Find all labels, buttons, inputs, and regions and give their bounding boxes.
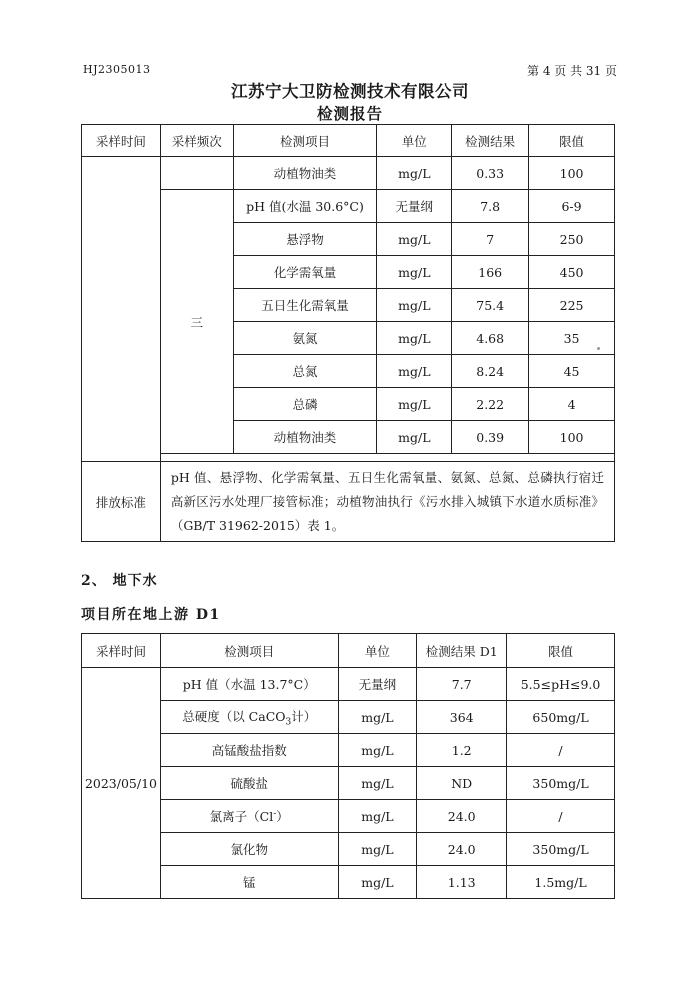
item-cell: pH 值（水温 13.7°C） [160, 668, 338, 701]
item-cell [160, 800, 338, 833]
result-cell: 7.8 [452, 190, 529, 223]
header-test-item: 检测项目 [233, 125, 377, 157]
table-header-row [82, 125, 615, 157]
table-row [82, 157, 615, 190]
sampling-time-cell [82, 157, 161, 462]
item-cell: 总磷 [233, 388, 377, 421]
unit-cell: mg/L [377, 388, 452, 421]
document-number: HJ2305013 [83, 63, 151, 76]
table-header-row [82, 634, 615, 668]
table-row [82, 701, 615, 734]
table-row [82, 190, 615, 223]
result-cell: 1.13 [417, 866, 507, 899]
unit-cell: mg/L [377, 421, 452, 454]
spacer-cell [160, 454, 614, 462]
unit-cell: mg/L [377, 157, 452, 190]
unit-cell: mg/L [377, 256, 452, 289]
unit-cell: mg/L [377, 223, 452, 256]
report-title: 检测报告 [316, 104, 383, 123]
limit-cell: / [507, 734, 615, 767]
header-limit: 限值 [507, 634, 615, 668]
section-heading: 2、 地下水 [81, 573, 158, 589]
item-text: 计） [291, 708, 317, 724]
result-cell: 0.39 [452, 421, 529, 454]
item-text: 氯离子（Cl [209, 809, 274, 824]
limit-cell: 6-9 [529, 190, 615, 223]
standard-text: pH 值、悬浮物、化学需氧量、五日生化需氧量、氨氮、总氮、总磷执行宿迁高新区污水处理厂接管标准；动植物油执行《污水排入城镇下水道水质标准》（GB/T 31962-2015）表 1。 [160, 462, 614, 542]
company-name: 江苏宁大卫防检测技术有限公司 [231, 82, 469, 101]
unit-cell: mg/L [377, 322, 452, 355]
item-cell: 化学需氧量 [233, 256, 377, 289]
page-indicator: 第 4 页 共 31 页 [527, 64, 617, 78]
result-cell: 75.4 [452, 289, 529, 322]
result-cell: 7.7 [417, 668, 507, 701]
unit-cell: mg/L [338, 800, 417, 833]
unit-cell: mg/L [377, 355, 452, 388]
table-row [82, 833, 615, 866]
standard-label: 排放标准 [82, 462, 161, 542]
unit-cell: mg/L [338, 833, 417, 866]
result-cell: 8.24 [452, 355, 529, 388]
subscript: 3 [285, 717, 292, 728]
spacer-row [82, 454, 615, 462]
header-result: 检测结果 D1 [417, 634, 507, 668]
sampling-date-cell: 2023/05/10 [82, 668, 161, 899]
limit-cell: 350mg/L [507, 767, 615, 800]
item-cell: 锰 [160, 866, 338, 899]
item-cell: 高锰酸盐指数 [160, 734, 338, 767]
header-limit: 限值 [529, 125, 615, 157]
limit-cell: 650mg/L [507, 701, 615, 734]
unit-cell: mg/L [338, 767, 417, 800]
limit-cell: 100 [529, 157, 615, 190]
standard-row [82, 462, 615, 542]
unit-cell: mg/L [338, 734, 417, 767]
item-cell: 悬浮物 [233, 223, 377, 256]
header-result: 检测结果 [452, 125, 529, 157]
unit-cell: mg/L [338, 701, 417, 734]
header-unit: 单位 [377, 125, 452, 157]
limit-cell: 5.5≤pH≤9.0 [507, 668, 615, 701]
item-cell: 氯化物 [160, 833, 338, 866]
item-cell: pH 值(水温 30.6°C) [233, 190, 377, 223]
result-cell: 166 [452, 256, 529, 289]
item-cell: 硫酸盐 [160, 767, 338, 800]
result-cell: 1.2 [417, 734, 507, 767]
unit-cell: mg/L [377, 289, 452, 322]
item-cell [160, 701, 338, 734]
item-cell: 五日生化需氧量 [233, 289, 377, 322]
item-text: ） [276, 809, 289, 824]
limit-cell: 45 [529, 355, 615, 388]
scan-dot [597, 347, 600, 350]
result-cell: 24.0 [417, 833, 507, 866]
frequency-cell [160, 157, 233, 190]
groundwater-results-table [81, 633, 615, 899]
unit-cell: mg/L [338, 866, 417, 899]
item-cell: 动植物油类 [233, 157, 377, 190]
item-text: 总硬度（以 CaCO [182, 708, 286, 724]
limit-cell: 250 [529, 223, 615, 256]
result-cell: 364 [417, 701, 507, 734]
limit-cell: 450 [529, 256, 615, 289]
item-cell: 氨氮 [233, 322, 377, 355]
limit-cell: 4 [529, 388, 615, 421]
subsection-heading: 项目所在地上游 D1 [81, 607, 221, 623]
header-sampling-frequency: 采样频次 [160, 125, 233, 157]
table-row [82, 866, 615, 899]
unit-cell: 无量纲 [377, 190, 452, 223]
result-cell: 0.33 [452, 157, 529, 190]
limit-cell: 1.5mg/L [507, 866, 615, 899]
table-row [82, 668, 615, 701]
result-cell: 4.68 [452, 322, 529, 355]
superscript: - [273, 808, 277, 819]
table-row [82, 800, 615, 833]
item-cell: 总氮 [233, 355, 377, 388]
unit-cell: 无量纲 [338, 668, 417, 701]
result-cell: 7 [452, 223, 529, 256]
limit-cell: 100 [529, 421, 615, 454]
wastewater-results-table [81, 124, 615, 542]
header-test-item: 检测项目 [160, 634, 338, 668]
header-unit: 单位 [338, 634, 417, 668]
limit-cell: / [507, 800, 615, 833]
limit-cell: 225 [529, 289, 615, 322]
result-cell: ND [417, 767, 507, 800]
header-sampling-time: 采样时间 [82, 634, 161, 668]
limit-cell: 350mg/L [507, 833, 615, 866]
frequency-cell: 三 [160, 190, 233, 454]
result-cell: 2.22 [452, 388, 529, 421]
table-row [82, 734, 615, 767]
item-cell: 动植物油类 [233, 421, 377, 454]
table-row [82, 767, 615, 800]
header-sampling-time: 采样时间 [82, 125, 161, 157]
limit-cell: 35 [529, 322, 615, 355]
result-cell: 24.0 [417, 800, 507, 833]
